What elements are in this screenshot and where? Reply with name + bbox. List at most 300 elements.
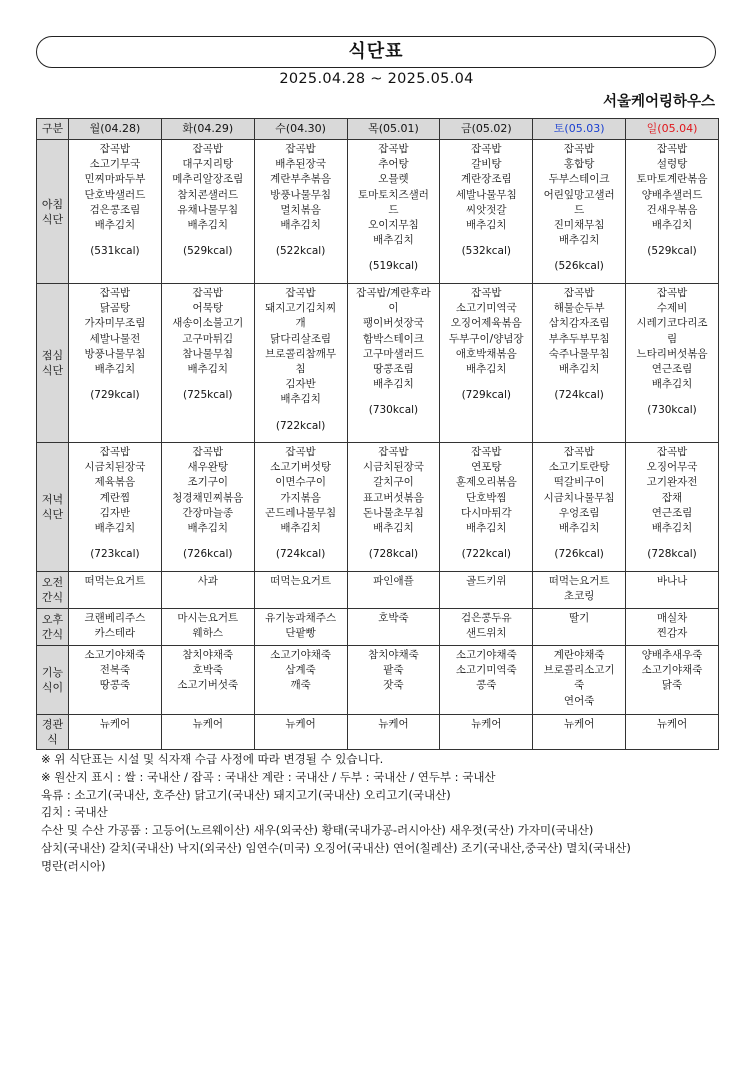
menu-cell (69, 572, 162, 609)
menu-item: 숙주나물무침 (548, 347, 610, 360)
menu-item: 해물순두부 (553, 302, 605, 315)
menu-item: 계란찜 (99, 491, 131, 504)
menu-item: 브로콜리소고기 (543, 664, 615, 677)
menu-item: 소고기야채죽 (641, 664, 703, 677)
menu-cell (161, 715, 254, 750)
menu-table (36, 118, 719, 750)
menu-item: 세발나물무침 (455, 188, 517, 201)
table-row-functional-diet (37, 646, 719, 715)
calorie-value: (729kcal) (461, 389, 512, 402)
menu-item: 오징어무국 (646, 461, 698, 474)
menu-item: 삼계죽 (285, 664, 316, 677)
row-label-line: 저녁 (41, 493, 64, 506)
calorie-value: (725kcal) (183, 389, 233, 402)
menu-cell (347, 609, 440, 646)
menu-item: 수제비 (656, 302, 688, 315)
menu-item: 배추김치 (94, 219, 136, 232)
menu-cell (533, 443, 626, 572)
menu-item: 떠먹는요거트 (84, 575, 146, 587)
row-label-line: 오후 (41, 613, 64, 626)
menu-item (162, 536, 254, 547)
menu-item: 오믈렛 (378, 173, 409, 186)
note-line: 육류 : 소고기(국내산, 호주산) 닭고기(국내산) 돼지고기(국내산) 오리고기(국내산) (41, 787, 451, 802)
menu-cell (440, 284, 533, 443)
menu-item: 팽이버섯장국 (363, 317, 424, 330)
menu-cell (69, 715, 162, 750)
menu-item: 잣죽 (383, 679, 404, 692)
menu-item: 시레기코다리조 (636, 317, 708, 330)
row-label (37, 140, 69, 284)
menu-item: 초코링 (563, 590, 595, 603)
menu-cell (440, 609, 533, 646)
menu-item: 잡곡밥 (99, 143, 131, 155)
menu-cell (254, 443, 347, 572)
menu-item: 청경채민찌볶음 (172, 491, 244, 504)
menu-item: 잡곡밥 (378, 446, 409, 458)
menu-item: 가지볶음 (280, 491, 321, 504)
menu-item: 연어죽 (563, 694, 595, 707)
menu-item: 배추김치 (466, 363, 507, 376)
menu-cell (254, 284, 347, 443)
row-label-line: 간식 (41, 628, 64, 641)
menu-item: 잡곡밥 (563, 446, 595, 458)
menu-cell (440, 140, 533, 284)
menu-cell (69, 284, 162, 443)
header-day-wed: 수(04.30) (254, 119, 347, 140)
menu-item: 홍합탕 (563, 158, 595, 171)
menu-item: 뉴케어 (471, 718, 502, 730)
menu-item (255, 408, 347, 419)
menu-item: 유기농과채주스 (265, 612, 337, 624)
row-label-line: 점심 (41, 349, 64, 362)
row-label (37, 284, 69, 443)
menu-cell (533, 609, 626, 646)
menu-item: 배추김치 (558, 234, 600, 247)
menu-item: 유채나물무침 (177, 203, 239, 216)
table-row-breakfast (37, 140, 719, 284)
menu-item: 조기구이 (187, 476, 229, 489)
calorie-value: (723kcal) (90, 548, 140, 561)
calorie-value: (522kcal) (275, 245, 326, 258)
menu-item: 검은콩조림 (89, 203, 141, 216)
menu-item: 단호박찜 (466, 491, 507, 504)
menu-item: 참치야채죽 (368, 649, 419, 661)
menu-item: 메추리알장조림 (172, 173, 244, 186)
menu-item: 함박스테이크 (363, 332, 424, 345)
menu-item: 계란부추볶음 (270, 173, 332, 186)
menu-cell (626, 646, 719, 715)
menu-item: 배추김치 (373, 378, 414, 391)
menu-item: 잡곡밥 (99, 287, 131, 299)
menu-item: 두부구이/양념장 (449, 332, 524, 345)
menu-cell (626, 284, 719, 443)
menu-cell (347, 284, 440, 443)
menu-item: 새우완탕 (187, 461, 229, 474)
menu-item: 떠먹는요거트 (270, 575, 332, 587)
menu-item: 드 (574, 203, 585, 216)
menu-item: 잡곡밥 (471, 446, 502, 458)
menu-item: 토마토계란볶음 (636, 173, 708, 186)
menu-item (69, 233, 161, 244)
menu-cell (626, 609, 719, 646)
row-label-line: 식단 (41, 212, 64, 226)
menu-item: 배추김치 (280, 522, 321, 535)
menu-cell (69, 609, 162, 646)
menu-item: 애호박채볶음 (455, 347, 517, 360)
menu-item: 대구지리탕 (182, 158, 234, 171)
menu-item: 시금치된장국 (363, 461, 424, 474)
menu-item: 마시는요거트 (177, 612, 239, 624)
menu-item: 잡곡밥/계란후라 (356, 287, 431, 299)
calorie-value: (532kcal) (461, 245, 512, 258)
menu-item: 제육볶음 (94, 476, 136, 489)
menu-item: 사과 (197, 575, 218, 587)
menu-item: 계란장조림 (460, 173, 512, 186)
menu-item: 배추김치 (280, 393, 321, 406)
menu-item: 배추김치 (651, 219, 693, 232)
menu-item: 김자반 (99, 506, 131, 519)
menu-item (255, 233, 347, 244)
menu-cell (347, 572, 440, 609)
menu-item: 잡곡밥 (192, 287, 223, 299)
menu-item: 웨하스 (192, 627, 223, 640)
calorie-value: (730kcal) (368, 404, 419, 417)
row-label-line: 식단 (41, 508, 64, 521)
menu-item: 떠먹는요거트 (548, 575, 610, 587)
calorie-value: (722kcal) (275, 419, 326, 432)
menu-item: 뉴케어 (285, 718, 316, 730)
menu-item (69, 536, 161, 547)
menu-item: 소고기야채죽 (84, 649, 146, 661)
header-label: 구분 (37, 119, 69, 140)
note-line: ※ 위 식단표는 시설 및 식자재 수급 사정에 따라 변경될 수 있습니다. (41, 752, 384, 766)
menu-item: 가자미무조림 (84, 317, 146, 330)
menu-item (533, 377, 625, 388)
calorie-value: (729kcal) (90, 389, 140, 402)
menu-cell (254, 715, 347, 750)
header-day-fri: 금(05.02) (440, 119, 533, 140)
menu-item: 단호박샐러드 (84, 188, 146, 201)
menu-item: 전복죽 (99, 664, 131, 677)
menu-item: 소고기미역죽 (455, 664, 517, 677)
menu-item: 개 (295, 317, 306, 330)
menu-item: 소고기버섯탕 (270, 461, 332, 474)
menu-item: 드 (388, 203, 399, 216)
menu-cell (533, 646, 626, 715)
menu-cell (69, 140, 162, 284)
calorie-value: (728kcal) (368, 548, 419, 561)
menu-cell (254, 140, 347, 284)
menu-item: 잡곡밥 (656, 446, 688, 458)
menu-cell (347, 715, 440, 750)
table-row-tube-feeding (37, 715, 719, 750)
calorie-value: (526kcal) (554, 260, 604, 273)
menu-item (348, 248, 440, 259)
calorie-value: (724kcal) (275, 548, 326, 561)
menu-item: 소고기야채죽 (270, 649, 332, 661)
menu-item: 닭다리살조림 (270, 332, 332, 345)
calorie-value: (529kcal) (647, 245, 697, 258)
menu-item: 연근조림 (651, 363, 693, 376)
menu-item (626, 233, 718, 244)
note-line: 삼치(국내산) 갈치(국내산) 낙지(외국산) 임연수(미국) 오징어(국내산) 연어(칠레산) 조기(국내산,중국산) 멸치(국내산) (41, 840, 631, 855)
menu-item: 연포탕 (471, 461, 502, 474)
menu-item: 배추김치 (651, 522, 693, 535)
menu-item: 검은콩두유 (460, 612, 512, 624)
menu-cell (440, 572, 533, 609)
menu-item: 브로콜리참깨무 (265, 347, 337, 360)
note-line: 김치 : 국내산 (41, 805, 108, 820)
menu-item: 뉴케어 (378, 718, 409, 730)
row-label (37, 609, 69, 646)
menu-item: 이면수구이 (275, 476, 326, 489)
menu-item: 계란야채죽 (553, 649, 605, 661)
menu-item: 배추김치 (373, 522, 414, 535)
organization-name: 서울케어링하우스 (602, 94, 715, 110)
menu-item: 배추김치 (187, 363, 229, 376)
menu-cell (254, 572, 347, 609)
calorie-value: (726kcal) (183, 548, 233, 561)
menu-item: 오징어제육볶음 (450, 317, 522, 330)
menu-item: 뉴케어 (99, 718, 131, 730)
menu-item: 간장마늘종 (182, 506, 234, 519)
menu-item: 배추김치 (466, 219, 507, 232)
menu-item (348, 392, 440, 403)
menu-item (162, 377, 254, 388)
menu-item (162, 233, 254, 244)
menu-item: 잡곡밥 (656, 287, 688, 299)
menu-item: 잡곡밥 (656, 143, 688, 155)
menu-item: 고구마튀김 (182, 332, 234, 345)
menu-cell (626, 140, 719, 284)
menu-item: 방풍나물무침 (270, 188, 332, 201)
menu-item: 돈나물초무침 (363, 506, 424, 519)
menu-cell (347, 443, 440, 572)
menu-item: 잡곡밥 (285, 287, 316, 299)
menu-item: 잡곡밥 (192, 143, 223, 155)
calorie-value: (724kcal) (554, 389, 604, 402)
calorie-value: (722kcal) (461, 548, 512, 561)
menu-item: 고기완자전 (646, 476, 698, 489)
row-label-line: 식단 (41, 364, 64, 377)
menu-item: 크랜베리주스 (84, 612, 146, 624)
menu-cell (347, 646, 440, 715)
menu-cell (347, 140, 440, 284)
menu-item: 시금치된장국 (84, 461, 146, 474)
menu-item: 단팥빵 (285, 627, 316, 640)
calorie-value: (531kcal) (90, 245, 140, 258)
menu-item: 팥죽 (383, 664, 404, 677)
menu-item: 호박죽 (192, 664, 223, 677)
menu-item: 소고기야채죽 (455, 649, 517, 661)
menu-item: 배추김치 (94, 363, 136, 376)
table-row-afternoon-snack (37, 609, 719, 646)
menu-cell (626, 572, 719, 609)
row-label (37, 443, 69, 572)
menu-cell (254, 609, 347, 646)
menu-item: 김자반 (285, 378, 316, 391)
menu-item: 잡곡밥 (471, 143, 502, 155)
menu-item: 시금치나물무침 (543, 491, 615, 504)
menu-cell (533, 140, 626, 284)
header-day-tue: 화(04.29) (161, 119, 254, 140)
row-label-line: 기능 (41, 666, 64, 679)
row-label-line: 경관 (41, 718, 64, 731)
menu-item: 잡곡밥 (285, 446, 316, 458)
menu-cell (440, 646, 533, 715)
menu-item: 설렁탕 (656, 158, 688, 171)
row-label-line: 간식 (41, 591, 64, 604)
menu-item: 진미채무침 (553, 219, 605, 232)
menu-item: 잡곡밥 (378, 143, 409, 155)
header-day-sat: 토(05.03) (533, 119, 626, 140)
menu-cell (533, 715, 626, 750)
menu-cell (161, 140, 254, 284)
menu-item: 소고기토란탕 (548, 461, 610, 474)
menu-item: 느타리버섯볶음 (636, 347, 708, 360)
menu-cell (161, 609, 254, 646)
menu-item: 찐감자 (656, 627, 688, 640)
menu-cell (533, 572, 626, 609)
row-label-line: 아침 (41, 197, 64, 211)
table-row-lunch (37, 284, 719, 443)
menu-item: 죽 (574, 679, 585, 692)
menu-item: 멸치볶음 (280, 203, 321, 216)
menu-item: 어묵탕 (192, 302, 223, 315)
menu-item: 갈비탕 (471, 158, 502, 171)
menu-cell (161, 284, 254, 443)
menu-item (626, 536, 718, 547)
menu-item: 오이지무침 (368, 219, 419, 232)
menu-item: 두부스테이크 (548, 173, 610, 186)
menu-item: 씨앗젓갈 (466, 203, 507, 216)
menu-item: 세발나물전 (89, 332, 141, 345)
menu-item: 떡갈비구이 (553, 476, 605, 489)
menu-item: 건새우볶음 (646, 203, 698, 216)
menu-item: 양배추샐러드 (641, 188, 703, 201)
menu-item: 민찌마파두부 (84, 173, 146, 186)
menu-item: 참나물무침 (182, 347, 234, 360)
menu-cell (161, 646, 254, 715)
menu-item: 매실차 (656, 612, 688, 624)
menu-item: 땅콩조림 (373, 363, 414, 376)
menu-item: 배추김치 (280, 219, 321, 232)
menu-cell (161, 572, 254, 609)
menu-item: 소고기무국 (89, 158, 141, 171)
row-label (37, 572, 69, 609)
menu-cell (440, 443, 533, 572)
menu-cell (161, 443, 254, 572)
note-line: 명란(러시아) (41, 858, 106, 873)
menu-item (440, 536, 532, 547)
menu-item: 카스테라 (94, 627, 136, 640)
menu-item: 참치야채죽 (182, 649, 234, 661)
menu-item: 갈치구이 (373, 476, 414, 489)
menu-item: 배추김치 (558, 363, 600, 376)
table-row-morning-snack (37, 572, 719, 609)
menu-item: 배추김치 (187, 522, 229, 535)
menu-item (348, 536, 440, 547)
calorie-value: (728kcal) (647, 548, 697, 561)
header-day-thu: 목(05.01) (347, 119, 440, 140)
menu-cell (254, 646, 347, 715)
menu-item: 배추김치 (466, 522, 507, 535)
menu-item: 콩죽 (476, 679, 497, 692)
menu-item: 잡곡밥 (563, 143, 595, 155)
row-label-line: 식이 (41, 681, 64, 694)
menu-item: 잡채 (661, 491, 683, 504)
menu-cell (626, 443, 719, 572)
menu-item (533, 248, 625, 259)
table-header-row (37, 119, 719, 140)
menu-item: 양배추새우죽 (641, 649, 703, 661)
menu-item (533, 536, 625, 547)
header-day-mon: 월(04.28) (69, 119, 162, 140)
menu-item: 추어탕 (378, 158, 409, 171)
menu-item (440, 377, 532, 388)
menu-item: 이 (388, 302, 399, 315)
menu-item (255, 536, 347, 547)
menu-item (440, 233, 532, 244)
menu-item: 잡곡밥 (99, 446, 131, 458)
menu-item (69, 377, 161, 388)
row-label (37, 646, 69, 715)
menu-item: 배추김치 (94, 522, 136, 535)
page-title: 식단표 (36, 36, 716, 68)
menu-item: 돼지고기김치찌 (265, 302, 337, 315)
menu-item: 배추김치 (558, 522, 600, 535)
menu-item: 배추김치 (373, 234, 414, 247)
row-label-line: 오전 (41, 576, 64, 589)
menu-item: 땅콩죽 (99, 679, 131, 692)
menu-item: 소고기미역국 (455, 302, 517, 315)
menu-item: 훈제오리볶음 (455, 476, 517, 489)
calorie-value: (730kcal) (647, 404, 697, 417)
menu-item: 뉴케어 (656, 718, 688, 730)
menu-item: 바나나 (656, 575, 688, 587)
menu-item: 연근조림 (651, 506, 693, 519)
menu-item: 토마토치즈샐러 (357, 188, 429, 201)
row-label (37, 715, 69, 750)
menu-item: 다시마튀각 (460, 506, 512, 519)
menu-item: 잡곡밥 (192, 446, 223, 458)
menu-item: 고구마샐러드 (363, 347, 424, 360)
menu-item: 골드키위 (466, 575, 507, 587)
calorie-value: (519kcal) (368, 260, 419, 273)
table-row-dinner (37, 443, 719, 572)
calorie-value: (529kcal) (183, 245, 233, 258)
menu-item: 닭곰탕 (99, 302, 131, 315)
menu-item: 배추된장국 (275, 158, 326, 171)
menu-item: 표고버섯볶음 (363, 491, 424, 504)
menu-item: 소고기버섯죽 (177, 679, 239, 692)
menu-item: 침 (295, 363, 306, 376)
menu-item: 배추김치 (651, 378, 693, 391)
menu-item: 호박죽 (378, 612, 409, 624)
menu-cell (533, 284, 626, 443)
calorie-value: (726kcal) (554, 548, 604, 561)
menu-item: 잡곡밥 (563, 287, 595, 299)
menu-item: 닭죽 (661, 679, 683, 692)
menu-item (626, 392, 718, 403)
menu-item: 림 (666, 332, 678, 345)
menu-cell (440, 715, 533, 750)
menu-cell (69, 443, 162, 572)
menu-item: 파인애플 (373, 575, 414, 587)
menu-item: 뉴케어 (192, 718, 223, 730)
menu-item: 곤드레나물무침 (265, 506, 337, 519)
menu-item: 새송이소불고기 (172, 317, 244, 330)
